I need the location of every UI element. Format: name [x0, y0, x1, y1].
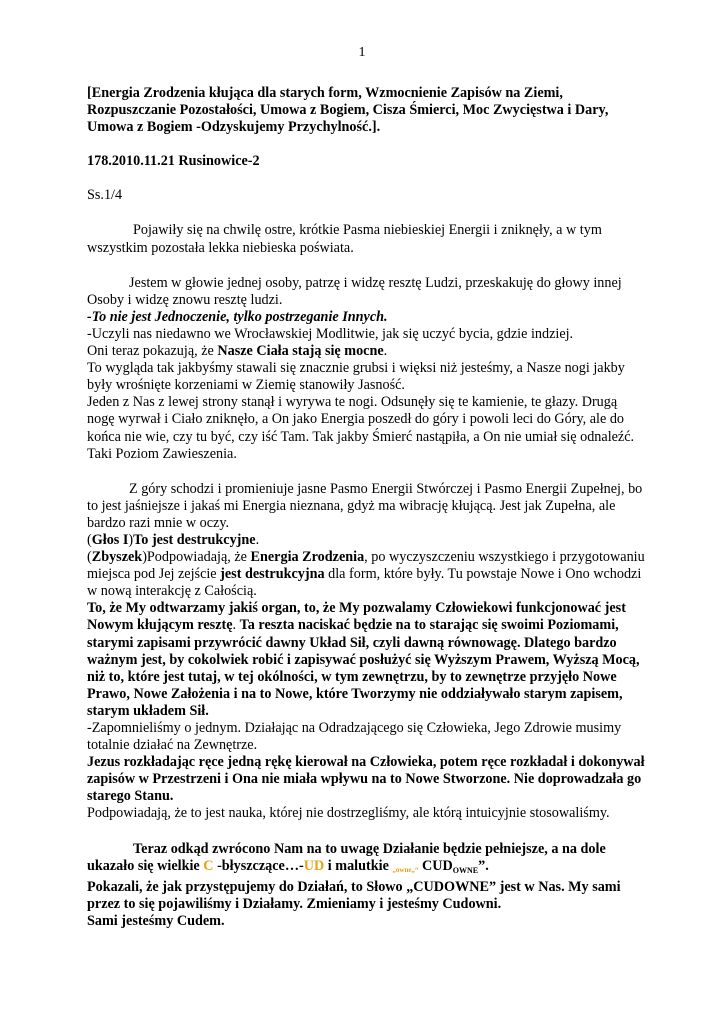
paragraph-9	[87, 532, 647, 549]
paragraph-15	[87, 841, 647, 879]
paragraph-13: Jezus rozkładając ręce jedną rękę kierował na Człowieka, potem ręce rozkładał i dokonywał zapisów w Przestrzeni i Ona nie miała wpływu na to Nowe Stworzone. Nie doprowadzała go starego Stanu.	[87, 754, 645, 805]
text-run: Ta reszta naciskać będzie na to starając się swoimi Poziomami, starymi zapisami przywrócić dawny Układ Sił, czyli dawną równowagę. Dlatego bardzo ważnym jest, by cokolwiek robić i zapisywać posłużyć się Wyższym Prawem, Wyższą Mocą, niż to, które jest tutaj, w tej okólności, w tym zewnętrzu, by to zewnętrze przyjęło Nowe Prawo, Nowe Założenia i na to Nowe, które Tworzymy nie oddziaływało starym zapisem, starym układem Sił.	[87, 617, 640, 719]
emphasis-text: Energia Zrodzenia	[250, 549, 365, 566]
session-heading: 178.2010.11.21 Rusinowice-2	[87, 153, 260, 170]
paragraph-5	[87, 343, 647, 360]
paragraph-10	[87, 549, 647, 600]
paragraph-11	[87, 600, 647, 720]
paragraph-8: Z góry schodzi i promieniuje jasne Pasmo Energii Stwórczej i Pasmo Energii Zupełnej, bo to jest jaśniejsze i jakaś mi Energia nieznana, gdyż ma wibrację kłującą. Jest jak Zupełna, ale bardzo razi mnie w oczy.	[87, 480, 643, 531]
paragraph-1: Pojawiły się na chwilę ostre, krótkie Pasma niebieskiej Energii i zniknęły, a w tym wszystkim pozostała lekka niebieska poświata.	[87, 222, 602, 256]
text-run: Teraz odkąd zwrócono Nam na to uwagę Działanie będzie pełniejsze, a na dole ukazało się wielkie	[87, 840, 606, 874]
paragraph-12: -Zapomnieliśmy o jednym. Działając na Odradzającego się Człowieka, Jego Zdrowie musimy totalnie działać na Zewnętrze.	[87, 720, 622, 754]
paragraph-7: Jeden z Nas z lewej strony stanął i wyrywa te nogi. Odsunęły się te kamienie, te głazy. Drugą nogę wyrwał i Ciało zniknęło, a On jako Energia poszedł do góry i powoli leci do Góry, ale do końca nie wie, czy tu być, czy iść Tam. Tak jakby Śmierć nastąpiła, a On nie umiał się odnaleźć. Taki Poziom Zawieszenia.	[87, 394, 635, 462]
text-run: i malutkie	[324, 857, 393, 874]
text-run: .	[255, 531, 260, 548]
text-run: )Podpowiadają, że	[142, 549, 251, 566]
paragraph-14: Podpowiadają, że to jest nauka, której nie dostrzegliśmy, ale którą intuicyjnie stosowaliśmy.	[87, 805, 610, 822]
text-run: -błyszczące…-	[213, 857, 304, 874]
emphasis-text: To jest destrukcyjne	[133, 531, 256, 548]
paragraph-6: To wygląda tak jakbyśmy stawali się znacznie grubsi i więksi niż jesteśmy, a Nasze nogi jakby były wrośnięte korzeniami w Ziemię stanowiły Jasność.	[87, 360, 625, 394]
text-run: )	[128, 531, 134, 548]
paragraph-2: Jestem w głowie jednej osoby, patrzę i widzę resztę Ludzi, przeskakuję do głowy innej Osoby i widzę znowu resztę ludzi.	[87, 274, 622, 308]
subscript-text: OWNE	[452, 865, 479, 875]
emphasis-text: jest destrukcyjna	[220, 566, 325, 583]
text-run: ”.	[478, 857, 489, 874]
speaker-label: Zbyszek	[91, 549, 143, 566]
emphasis-text: Nasze Ciała stają się mocne	[217, 343, 384, 360]
page-number: 1	[358, 45, 366, 60]
tiny-text: „owne„“	[392, 865, 419, 874]
text-run: To, że My odtwarzamy jakiś organ, to, że My pozwalamy Człowiekowi funkcjonować jest Nowym kłującym resztę	[87, 600, 626, 634]
text-run: .	[232, 617, 240, 634]
document-body	[87, 85, 647, 930]
document-title: [Energia Zrodzenia kłująca dla starych form, Wzmocnienie Zapisów na Ziemi, Rozpuszczanie Pozostałości, Umowa z Bogiem, Cisza Śmierci, Moc Zwycięstwa i Dary, Umowa z Bogiem -Odzyskujemy Przychylność.].	[87, 85, 609, 136]
highlight-letter: C	[203, 857, 214, 874]
text-run: (	[87, 531, 92, 548]
text-run: .	[383, 343, 388, 360]
paragraph-3: -To nie jest Jednoczenie, tylko postrzeganie Innych.	[87, 308, 388, 325]
text-run: (	[87, 549, 92, 566]
paragraph-4: -Uczyli nas niedawno we Wrocławskiej Modlitwie, jak się uczyć bycia, gdzie indziej.	[87, 325, 574, 342]
paragraph-16: Pokazali, że jak przystępujemy do Działań, to Słowo „CUDOWNE” jest w Nas. My sami przez to się pojawiliśmy i Działamy. Zmieniamy i jesteśmy Cudowni.	[87, 878, 621, 912]
text-run: , po wyczyszczeniu wszystkiego i przygotowaniu miejsca pod Jej zejście	[87, 549, 645, 583]
text-run: CUD	[418, 857, 453, 874]
text-run: Oni teraz pokazują, że	[87, 343, 218, 360]
speaker-label: Głos I	[91, 531, 129, 548]
highlight-letter: UD	[303, 857, 325, 874]
session-subtitle: Ss.1/4	[87, 187, 123, 204]
paragraph-17: Sami jesteśmy Cudem.	[87, 912, 225, 929]
text-run: dla form, które były. Tu powstaje Nowe i Ono wchodzi w nową interakcję z Całością.	[87, 566, 642, 600]
